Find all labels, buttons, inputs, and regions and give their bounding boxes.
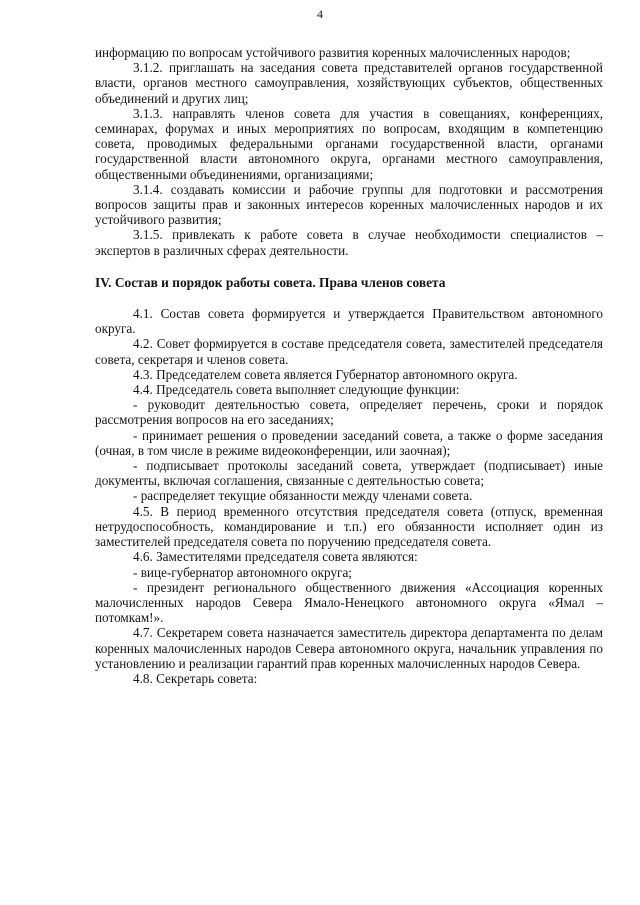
list-item: - вице-губернатор автономного округа; (133, 564, 352, 580)
paragraph-4-8: 4.8. Секретарь совета: (133, 670, 258, 686)
paragraph-4-5: 4.5. В период временного отсутствия председателя совета (отпуск, временная нетрудоспособность, командирование и т.п.) его обязанности исполняет один из заместителей председателя совета по поручению председателя совета. (95, 503, 603, 550)
paragraph-continuation: информацию по вопросам устойчивого развития коренных малочисленных народов; (95, 45, 571, 60)
list-item: - принимает решения о проведении заседаний совета, а также о форме заседания (очная, в том числе в режиме видеоконференции, или заочная); (95, 427, 603, 458)
paragraph-3-1-4: 3.1.4. создавать комиссии и рабочие группы для подготовки и рассмотрения вопросов защиты прав и законных интересов коренных малочисленных народов и их устойчивого развития; (95, 181, 603, 228)
page-number: 4 (317, 7, 323, 21)
section-heading: IV. Состав и порядок работы совета. Права членов совета (95, 274, 446, 290)
paragraph-4-3: 4.3. Председателем совета является Губернатор автономного округа. (133, 366, 518, 382)
paragraph-3-1-5: 3.1.5. привлекать к работе совета в случае необходимости специалистов – экспертов в различных сферах деятельности. (95, 227, 603, 258)
paragraph-3-1-2: 3.1.2. приглашать на заседания совета представителей органов государственной власти, органов местного самоуправления, хозяйствующих субъектов, общественных объединений и других лиц; (95, 60, 603, 106)
paragraph-4-1: 4.1. Состав совета формируется и утверждается Правительством автономного округа. (95, 306, 603, 337)
paragraph-4-4: 4.4. Председатель совета выполняет следующие функции: (133, 382, 460, 398)
list-item: - распределяет текущие обязанности между членами совета. (133, 488, 473, 504)
paragraph-4-6: 4.6. Заместителями председателя совета являются: (133, 549, 418, 565)
paragraph-4-2: 4.2. Совет формируется в составе председателя совета, заместителей председателя совета, секретаря и членов совета. (95, 336, 603, 367)
paragraph-3-1-3: 3.1.3. направлять членов совета для участия в совещаниях, конференциях, семинарах, форумах и иных мероприятиях по вопросам, входящим в компетенцию совета, проводимых федеральными органами государственной власти, органами государственной власти автономного округа, органами местного самоуправления, общественными объединениями, организациями; (95, 105, 603, 182)
list-item: - руководит деятельностью совета, определяет перечень, сроки и порядок рассмотрения вопросов на его заседаниях; (95, 397, 603, 428)
list-item: - подписывает протоколы заседаний совета, утверждает (подписывает) иные документы, включая соглашения, связанные с деятельностью совета; (95, 458, 603, 489)
document-body (95, 45, 603, 686)
list-item: - президент регионального общественного движения «Ассоциация коренных малочисленных народов Севера Ямало-Ненецкого автономного округа «Ямал – потомкам!». (95, 579, 603, 626)
paragraph-4-7: 4.7. Секретарем совета назначается заместитель директора департамента по делам коренных малочисленных народов Севера автономного округа, начальник управления по установлению и реализации гарантий прав коренных малочисленных народов Севера. (95, 625, 603, 671)
